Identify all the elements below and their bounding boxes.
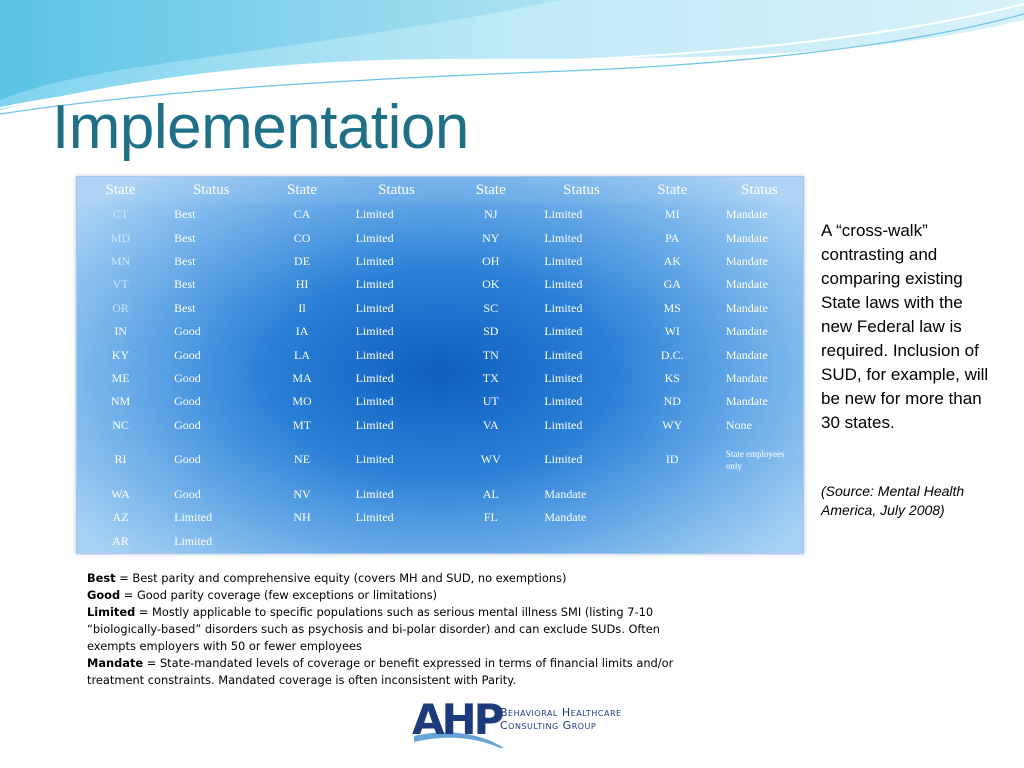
legend-definition: = Mostly applicable to specific populations such as serious mental illness SMI (listing 7-10 “biologically-based” disorders such as psychosis and bi-polar disorder) and can exclude SUDs. Often exempts employers with 50 or fewer employees (87, 605, 660, 653)
status-cell: Limited (355, 230, 394, 245)
legend-definition: = State-mandated levels of coverage or benefit expressed in terms of financial limits and/or treatment constraints. Mandated coverage is often inconsistent with Parity. (87, 656, 674, 687)
status-cell: Good (174, 347, 201, 362)
status-cell: Mandate (725, 277, 768, 292)
column-header: State (77, 177, 164, 203)
state-cell: NV (293, 487, 311, 502)
svg-text:AHP: AHP (412, 695, 502, 744)
legend-term: Good (87, 588, 121, 602)
table-row (77, 297, 803, 320)
state-cell: NE (294, 452, 311, 467)
state-cell: IN (114, 324, 127, 339)
state-cell: KY (111, 347, 130, 362)
logo-line-1: Behavioral Healthcare (500, 706, 622, 719)
state-cell: NY (482, 230, 500, 245)
status-cell: Limited (355, 370, 394, 385)
page-title: Implementation (52, 93, 469, 162)
state-cell: AL (482, 487, 499, 502)
state-cell: ME (111, 370, 130, 385)
status-cell: Limited (544, 230, 583, 245)
status-cell: Limited (355, 300, 394, 315)
table-row (77, 203, 803, 226)
status-cell: Good (174, 417, 201, 432)
state-cell: WA (111, 487, 130, 502)
state-cell (629, 506, 716, 529)
state-cell: MT (293, 417, 312, 432)
state-cell (258, 530, 345, 553)
status-cell: Limited (174, 533, 213, 548)
column-header: State (629, 177, 716, 203)
status-cell: Limited (355, 207, 394, 222)
status-cell: Limited (544, 417, 583, 432)
table-body (77, 203, 803, 553)
status-cell: Mandate (725, 207, 768, 222)
status-cell (346, 530, 448, 553)
status-cell: Good (174, 394, 201, 409)
table-row (77, 320, 803, 343)
legend-term: Limited (87, 605, 136, 619)
status-cell: Limited (544, 277, 583, 292)
status-cell: Mandate (725, 347, 768, 362)
state-cell: NM (110, 394, 131, 409)
state-cell: Il (298, 300, 306, 315)
column-header: Status (716, 177, 803, 203)
column-header: State (258, 177, 345, 203)
state-cell: FL (483, 510, 498, 525)
state-cell: VT (112, 277, 129, 292)
status-cell (716, 530, 803, 553)
column-header: Status (164, 177, 258, 203)
column-header: Status (534, 177, 628, 203)
state-cell: AZ (112, 510, 129, 525)
status-cell: Limited (544, 394, 583, 409)
state-cell: ND (663, 394, 681, 409)
table-row (77, 390, 803, 413)
status-cell: Limited (544, 300, 583, 315)
state-cell: IA (295, 324, 309, 339)
status-cell: Mandate (544, 487, 587, 502)
status-cell: Limited (355, 417, 394, 432)
status-cell (716, 483, 803, 506)
status-cell: Mandate (725, 230, 768, 245)
status-cell: Best (174, 230, 196, 245)
status-cell: Limited (355, 394, 394, 409)
state-cell (447, 530, 534, 553)
legend-term: Mandate (87, 656, 144, 670)
legend-entry (87, 655, 687, 689)
legend-entry (87, 570, 687, 587)
state-cell: MN (110, 253, 131, 268)
state-cell: OR (112, 300, 129, 315)
status-cell: Limited (174, 510, 213, 525)
state-cell: CA (293, 207, 311, 222)
table-row (77, 343, 803, 366)
legend-term: Best (87, 571, 116, 585)
table-row (77, 483, 803, 506)
state-cell (629, 483, 716, 506)
state-cell: MI (664, 207, 680, 222)
crosswalk-note: A “cross-walk” contrasting and comparing existing State laws with the new Federal law is required. Inclusion of SUD, for example, will be new for more than 30 states. (821, 221, 989, 432)
state-cell: NH (293, 510, 311, 525)
status-cell: Limited (544, 452, 583, 467)
state-cell: WV (480, 452, 501, 467)
status-cell: Mandate (725, 300, 768, 315)
state-cell: ID (665, 452, 679, 467)
status-cell: Limited (355, 510, 394, 525)
table-row (77, 367, 803, 390)
status-cell: Limited (544, 347, 583, 362)
state-cell: SD (483, 324, 499, 339)
source-citation: (Source: Mental Health America, July 2008) (821, 483, 965, 518)
column-header: State (447, 177, 534, 203)
state-cell: WI (664, 324, 680, 339)
state-cell: TN (482, 347, 499, 362)
state-cell: AK (663, 253, 681, 268)
state-cell (629, 530, 716, 553)
state-cell: VA (482, 417, 499, 432)
status-cell: Limited (544, 207, 583, 222)
legend-definition: = Best parity and comprehensive equity (covers MH and SUD, no exemptions) (115, 571, 567, 585)
state-cell: UT (482, 394, 499, 409)
state-cell: AR (112, 533, 129, 548)
table-row (77, 530, 803, 553)
status-legend (87, 570, 687, 689)
status-cell: None (725, 417, 752, 432)
status-cell: Good (174, 324, 201, 339)
state-cell: KS (664, 370, 680, 385)
status-cell: Limited (355, 487, 394, 502)
table-row (77, 226, 803, 249)
status-cell: Mandate (725, 324, 768, 339)
status-cell: Mandate (544, 510, 587, 525)
state-cell: NC (112, 417, 129, 432)
state-cell: D.C. (660, 347, 684, 362)
state-cell: CO (293, 230, 311, 245)
status-cell: Mandate (725, 253, 768, 268)
state-cell: HI (295, 277, 309, 292)
status-cell: Limited (355, 452, 394, 467)
status-cell: Best (174, 300, 196, 315)
logo-caption (500, 706, 622, 732)
state-cell: TX (482, 370, 499, 385)
status-cell (534, 530, 628, 553)
table-header-row (77, 177, 803, 203)
state-cell: OK (482, 277, 500, 292)
status-cell: Limited (544, 253, 583, 268)
legend-definition: = Good parity coverage (few exceptions or limitations) (120, 588, 438, 602)
status-cell: Good (174, 370, 201, 385)
coverage-table-panel (76, 176, 804, 554)
state-cell: CT (112, 207, 129, 222)
legend-entry (87, 587, 687, 604)
state-cell: LA (294, 347, 311, 362)
column-header: Status (346, 177, 448, 203)
state-cell: OH (482, 253, 500, 268)
state-cell: WY (662, 417, 683, 432)
table-row (77, 437, 803, 483)
status-cell (716, 506, 803, 529)
status-cell: Best (174, 253, 196, 268)
status-cell: Limited (355, 324, 394, 339)
table-row (77, 273, 803, 296)
logo-line-2: Consulting Group (500, 719, 597, 732)
status-cell: Best (174, 277, 196, 292)
status-cell: Limited (355, 277, 394, 292)
status-cell: Limited (355, 347, 394, 362)
state-cell: PA (665, 230, 680, 245)
state-cell: MS (663, 300, 681, 315)
table-row (77, 414, 803, 437)
status-cell: Good (174, 452, 201, 467)
status-cell: State employees only (725, 448, 785, 471)
state-cell: MO (292, 394, 312, 409)
state-status-table (77, 177, 803, 553)
state-cell: NJ (484, 207, 498, 222)
legend-entry (87, 604, 687, 655)
state-cell: RI (114, 452, 127, 467)
state-cell: SC (483, 300, 499, 315)
status-cell: Good (174, 487, 201, 502)
status-cell: Limited (355, 253, 394, 268)
table-row (77, 250, 803, 273)
status-cell: Limited (544, 370, 583, 385)
status-cell: Mandate (725, 370, 768, 385)
table-row (77, 506, 803, 529)
state-cell: GA (663, 277, 681, 292)
state-cell: MA (292, 370, 312, 385)
state-cell: MD (110, 230, 131, 245)
status-cell: Best (174, 207, 196, 222)
status-cell: Limited (544, 324, 583, 339)
status-cell: Mandate (725, 394, 768, 409)
state-cell: DE (294, 253, 311, 268)
